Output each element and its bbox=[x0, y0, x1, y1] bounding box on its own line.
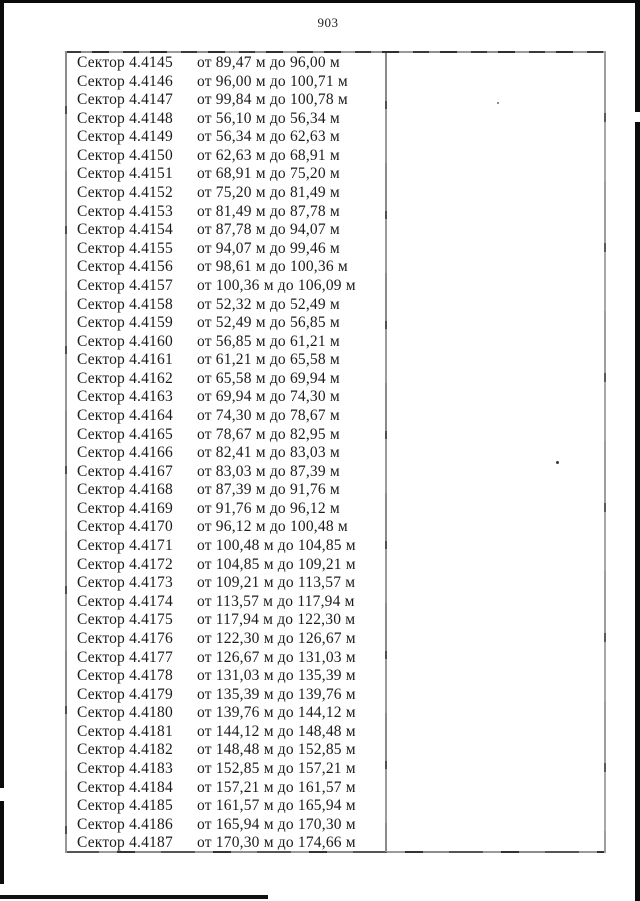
table-row bbox=[66, 110, 385, 129]
sector-cell: Сектор 4.4174 bbox=[77, 592, 173, 610]
table-row bbox=[66, 73, 385, 92]
range-cell: от 165,94 м до 170,30 м bbox=[197, 815, 356, 833]
table-row bbox=[66, 704, 385, 723]
scan-edge-right-gap bbox=[635, 112, 640, 122]
range-cell: от 139,76 м до 144,12 м bbox=[197, 704, 356, 722]
table-row bbox=[66, 537, 385, 556]
table-rows bbox=[66, 53, 385, 853]
sector-cell: Сектор 4.4158 bbox=[77, 295, 173, 313]
range-cell: от 94,07 м до 99,46 м bbox=[197, 239, 340, 257]
range-cell: от 82,41 м до 83,03 м bbox=[197, 444, 340, 462]
table-row bbox=[66, 370, 385, 389]
range-cell: от 65,58 м до 69,94 м bbox=[197, 369, 340, 387]
range-cell: от 61,21 м до 65,58 м bbox=[197, 351, 340, 369]
page-number: 903 bbox=[317, 15, 339, 30]
sector-cell: Сектор 4.4169 bbox=[77, 499, 173, 517]
sector-cell: Сектор 4.4162 bbox=[77, 369, 173, 387]
sector-table bbox=[66, 53, 606, 853]
sector-cell: Сектор 4.4155 bbox=[77, 239, 173, 257]
sector-cell: Сектор 4.4150 bbox=[77, 146, 173, 164]
table-row bbox=[66, 54, 385, 73]
sector-cell: Сектор 4.4165 bbox=[77, 425, 173, 443]
sector-cell: Сектор 4.4156 bbox=[77, 258, 173, 276]
range-cell: от 87,39 м до 91,76 м bbox=[197, 481, 340, 499]
table-row bbox=[66, 816, 385, 835]
table-row bbox=[66, 91, 385, 110]
sector-cell: Сектор 4.4168 bbox=[77, 481, 173, 499]
range-cell: от 56,10 м до 56,34 м bbox=[197, 109, 340, 127]
table-row bbox=[66, 388, 385, 407]
sector-cell: Сектор 4.4154 bbox=[77, 221, 173, 239]
table-row bbox=[66, 500, 385, 519]
range-cell: от 83,03 м до 87,39 м bbox=[197, 462, 340, 480]
range-cell: от 117,94 м до 122,30 м bbox=[197, 611, 356, 629]
table-row bbox=[66, 184, 385, 203]
range-cell: от 131,03 м до 135,39 м bbox=[197, 667, 356, 685]
sector-cell: Сектор 4.4146 bbox=[77, 72, 173, 90]
sector-cell: Сектор 4.4145 bbox=[77, 54, 173, 71]
sector-cell: Сектор 4.4187 bbox=[77, 834, 173, 852]
table-row bbox=[66, 779, 385, 798]
table-row bbox=[66, 723, 385, 742]
range-cell: от 96,00 м до 100,71 м bbox=[197, 72, 348, 90]
table-row bbox=[66, 426, 385, 445]
table-row bbox=[66, 444, 385, 463]
sector-cell: Сектор 4.4151 bbox=[77, 165, 173, 183]
table-row bbox=[66, 649, 385, 668]
table-row bbox=[66, 797, 385, 816]
sector-cell: Сектор 4.4176 bbox=[77, 629, 173, 647]
sector-cell: Сектор 4.4182 bbox=[77, 741, 173, 759]
scan-edge-left-line bbox=[0, 0, 4, 884]
sector-cell: Сектор 4.4157 bbox=[77, 276, 173, 294]
range-cell: от 144,12 м до 148,48 м bbox=[197, 722, 356, 740]
scan-edge-right-line bbox=[635, 0, 640, 901]
range-cell: от 68,91 м до 75,20 м bbox=[197, 165, 340, 183]
sector-cell: Сектор 4.4149 bbox=[77, 128, 173, 146]
range-cell: от 148,48 м до 152,85 м bbox=[197, 741, 356, 759]
table-row bbox=[66, 518, 385, 537]
table-row bbox=[66, 240, 385, 259]
range-cell: от 56,34 м до 62,63 м bbox=[197, 128, 340, 146]
range-cell: от 100,36 м до 106,09 м bbox=[197, 276, 356, 294]
sector-cell: Сектор 4.4183 bbox=[77, 759, 173, 777]
table-row bbox=[66, 351, 385, 370]
range-cell: от 74,30 м до 78,67 м bbox=[197, 406, 340, 424]
table-row bbox=[66, 834, 385, 853]
table-row bbox=[66, 760, 385, 779]
table-row bbox=[66, 221, 385, 240]
scan-edge-left-gap bbox=[0, 788, 4, 801]
sector-cell: Сектор 4.4171 bbox=[77, 537, 173, 555]
table-row bbox=[66, 741, 385, 760]
sector-cell: Сектор 4.4184 bbox=[77, 778, 173, 796]
range-cell: от 96,12 м до 100,48 м bbox=[197, 518, 348, 536]
scan-edge-top-line bbox=[0, 0, 640, 3]
range-cell: от 62,63 м до 68,91 м bbox=[197, 146, 340, 164]
range-cell: от 135,39 м до 139,76 м bbox=[197, 685, 356, 703]
range-cell: от 170,30 м до 174,66 м bbox=[197, 834, 356, 852]
range-cell: от 87,78 м до 94,07 м bbox=[197, 221, 340, 239]
sector-cell: Сектор 4.4172 bbox=[77, 555, 173, 573]
range-cell: от 104,85 м до 109,21 м bbox=[197, 555, 356, 573]
range-cell: от 99,84 м до 100,78 м bbox=[197, 91, 348, 109]
sector-cell: Сектор 4.4166 bbox=[77, 444, 173, 462]
sector-cell: Сектор 4.4163 bbox=[77, 388, 173, 406]
range-cell: от 98,61 м до 100,36 м bbox=[197, 258, 348, 276]
range-cell: от 113,57 м до 117,94 м bbox=[197, 592, 355, 610]
table-row bbox=[66, 574, 385, 593]
sector-cell: Сектор 4.4173 bbox=[77, 574, 173, 592]
range-cell: от 52,32 м до 52,49 м bbox=[197, 295, 340, 313]
table-row bbox=[66, 611, 385, 630]
sector-cell: Сектор 4.4178 bbox=[77, 667, 173, 685]
sector-cell: Сектор 4.4181 bbox=[77, 722, 173, 740]
sector-cell: Сектор 4.4185 bbox=[77, 797, 173, 815]
range-cell: от 89,47 м до 96,00 м bbox=[197, 54, 340, 71]
table-row bbox=[66, 667, 385, 686]
sector-cell: Сектор 4.4167 bbox=[77, 462, 173, 480]
table-row bbox=[66, 407, 385, 426]
table-row bbox=[66, 556, 385, 575]
sector-cell: Сектор 4.4160 bbox=[77, 332, 173, 350]
table-row bbox=[66, 593, 385, 612]
range-cell: от 157,21 м до 161,57 м bbox=[197, 778, 356, 796]
scan-edge-bottom-line bbox=[0, 895, 268, 899]
sector-cell: Сектор 4.4175 bbox=[77, 611, 173, 629]
table-row bbox=[66, 630, 385, 649]
table-row bbox=[66, 686, 385, 705]
table-row bbox=[66, 463, 385, 482]
range-cell: от 75,20 м до 81,49 м bbox=[197, 184, 340, 202]
sector-cell: Сектор 4.4148 bbox=[77, 109, 173, 127]
range-cell: от 126,67 м до 131,03 м bbox=[197, 648, 356, 666]
sector-cell: Сектор 4.4164 bbox=[77, 406, 173, 424]
table-row bbox=[66, 481, 385, 500]
table-row bbox=[66, 128, 385, 147]
table-row bbox=[66, 296, 385, 315]
table-row bbox=[66, 314, 385, 333]
range-cell: от 109,21 м до 113,57 м bbox=[197, 574, 356, 592]
table-row bbox=[66, 277, 385, 296]
table-row bbox=[66, 147, 385, 166]
range-cell: от 78,67 м до 82,95 м bbox=[197, 425, 340, 443]
table-row bbox=[66, 165, 385, 184]
range-cell: от 91,76 м до 96,12 м bbox=[197, 499, 340, 517]
sector-cell: Сектор 4.4147 bbox=[77, 91, 173, 109]
range-cell: от 161,57 м до 165,94 м bbox=[197, 797, 356, 815]
range-cell: от 122,30 м до 126,67 м bbox=[197, 629, 356, 647]
table-row bbox=[66, 258, 385, 277]
sector-cell: Сектор 4.4170 bbox=[77, 518, 173, 536]
sector-cell: Сектор 4.4179 bbox=[77, 685, 173, 703]
sector-cell: Сектор 4.4180 bbox=[77, 704, 173, 722]
sector-cell: Сектор 4.4152 bbox=[77, 184, 173, 202]
sector-cell: Сектор 4.4159 bbox=[77, 314, 173, 332]
sector-cell: Сектор 4.4161 bbox=[77, 351, 173, 369]
range-cell: от 81,49 м до 87,78 м bbox=[197, 202, 340, 220]
table-row bbox=[66, 203, 385, 222]
sector-cell: Сектор 4.4153 bbox=[77, 202, 173, 220]
range-cell: от 69,94 м до 74,30 м bbox=[197, 388, 340, 406]
sector-cell: Сектор 4.4177 bbox=[77, 648, 173, 666]
range-cell: от 100,48 м до 104,85 м bbox=[197, 537, 356, 555]
table-row bbox=[66, 333, 385, 352]
sector-cell: Сектор 4.4186 bbox=[77, 815, 173, 833]
range-cell: от 56,85 м до 61,21 м bbox=[197, 332, 340, 350]
range-cell: от 52,49 м до 56,85 м bbox=[197, 314, 340, 332]
range-cell: от 152,85 м до 157,21 м bbox=[197, 759, 356, 777]
